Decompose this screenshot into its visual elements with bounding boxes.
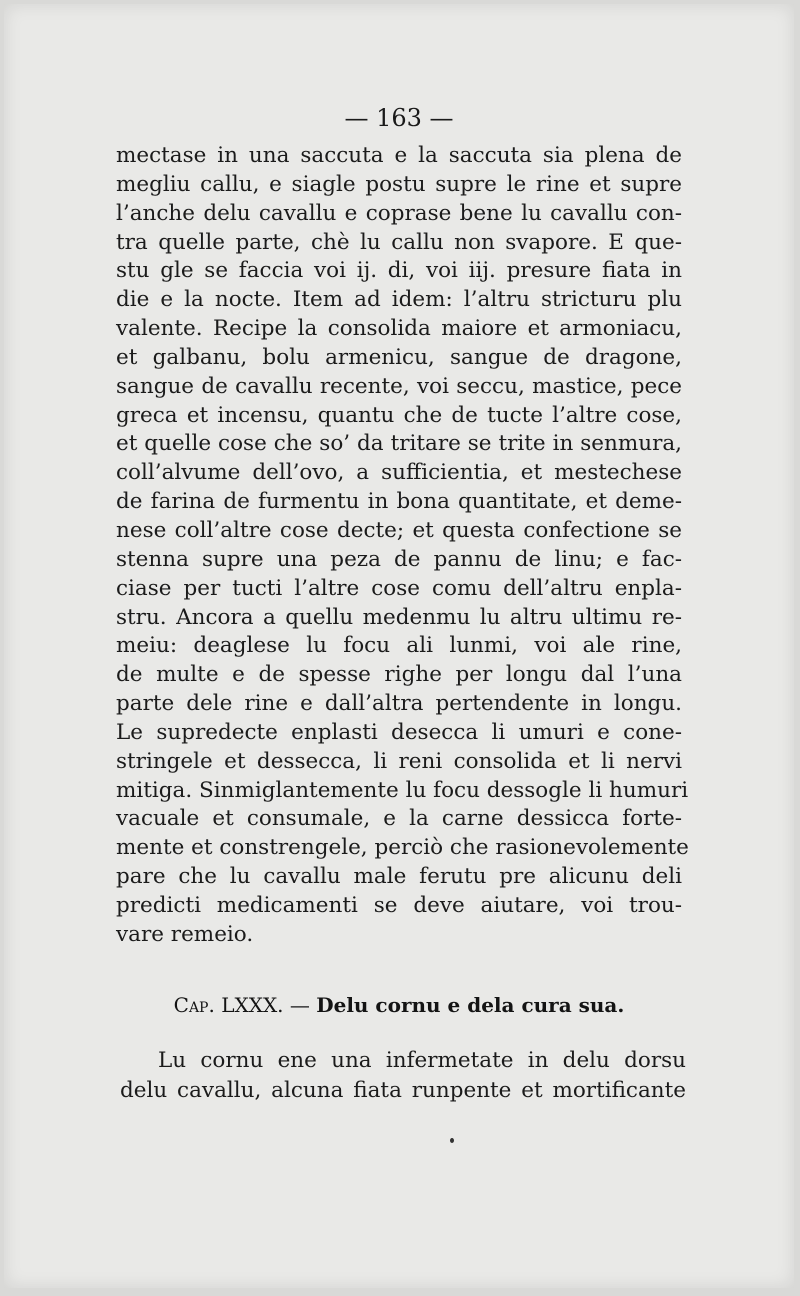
page-number: — 163 — <box>344 104 454 132</box>
text-line: mitiga. Sinmiglantemente lu focu dessogle li humuri <box>116 777 689 803</box>
text-line: stu gle se faccia voi ij. di, voi iij. presure fiata in <box>116 258 682 284</box>
text-line: vare remeio. <box>116 921 254 947</box>
text-line: Le supredecte enplasti desecca li umuri e cone- <box>116 719 682 745</box>
text-line: die e la nocte. Item ad idem: l’altru stricturu plu <box>116 287 682 313</box>
paragraph-1 <box>116 142 689 950</box>
text-line: mente et constrengele, perciò che rasionevolemente <box>116 835 689 861</box>
text-line: sangue de cavallu recente, voi seccu, mastice, pece <box>116 373 682 399</box>
text-line: coll’alvume dell’ovo, a sufficientia, et mestechese <box>116 460 682 486</box>
text-line: predicti medicamenti se deve aiutare, voi trou- <box>116 892 682 918</box>
chapter-heading <box>4 990 794 1020</box>
text-line: stenna supre una peza de pannu de linu; e fac- <box>116 546 682 572</box>
text-line: nese coll’altre cose decte; et questa confectione se <box>116 517 682 543</box>
chapter-title: Delu cornu e dela cura sua. <box>316 993 625 1017</box>
text-line: ciase per tucti l’altre cose comu dell’altru enpla- <box>116 575 682 601</box>
print-speck <box>450 1138 454 1143</box>
text-line: stru. Ancora a quellu medenmu lu altru ultimu re- <box>116 604 682 630</box>
text-line: Lu cornu ene una infermetate in delu dorsu <box>158 1048 686 1073</box>
text-line: de farina de furmentu in bona quantitate, et deme- <box>116 489 682 515</box>
text-line: vacuale et consumale, e la carne dessicca forte- <box>116 806 682 832</box>
paragraph-2 <box>120 1046 686 1106</box>
text-line: megliu callu, e siagle postu supre le rine et supre <box>116 171 682 197</box>
text-line: de multe e de spesse righe per longu dal l’una <box>116 662 682 688</box>
text-line: l’anche delu cavallu e coprase bene lu cavallu con- <box>116 200 682 226</box>
text-line: et galbanu, bolu armenicu, sangue de dragone, <box>116 344 682 370</box>
text-line: greca et incensu, quantu che de tucte l’altre cose, <box>116 402 682 428</box>
text-line: meiu: deaglese lu focu ali lunmi, voi ale rine, <box>116 633 682 659</box>
chapter-label: Cap. LXXX. — <box>173 993 310 1017</box>
text-line: valente. Recipe la consolida maiore et armoniacu, <box>116 316 682 342</box>
text-line: mectase in una saccuta e la saccuta sia plena de <box>116 143 682 168</box>
text-line: tra quelle parte, chè lu callu non svapore. E que- <box>116 229 682 255</box>
book-page <box>4 4 794 1288</box>
text-line: et quelle cose che so’ da tritare se trite in senmura, <box>116 431 682 457</box>
text-line: parte dele rine e dall’altra pertendente in longu. <box>116 691 682 717</box>
text-line: stringele et dessecca, li reni consolida et li nervi <box>116 748 682 774</box>
text-line: delu cavallu, alcuna fiata runpente et mortificante <box>120 1078 686 1103</box>
text-line: pare che lu cavallu male ferutu pre alicunu deli <box>116 864 682 890</box>
